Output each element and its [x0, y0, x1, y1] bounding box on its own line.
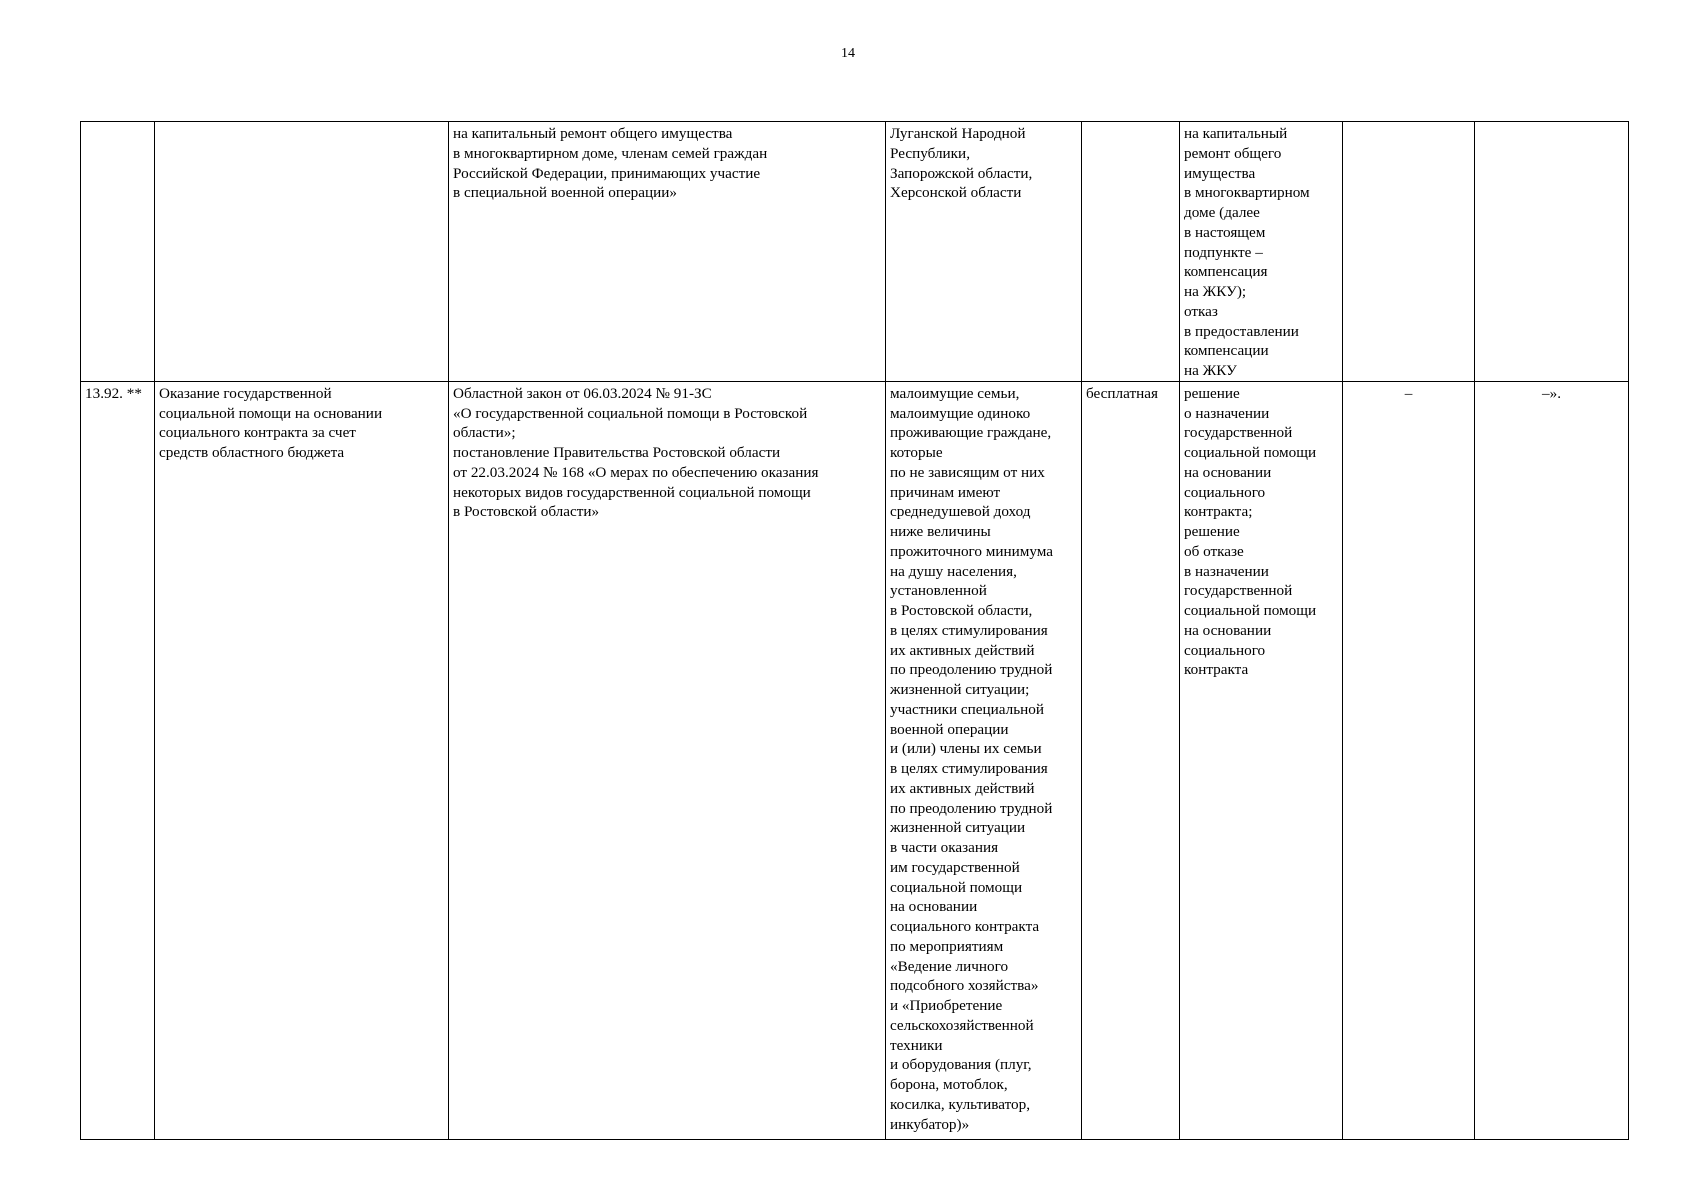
- service-name-cell: Оказание государственной социальной помощи на основании социального контракта за счет средств областного бюджета: [155, 381, 449, 1139]
- payment-cell: [1082, 122, 1180, 382]
- service-name-cell: [155, 122, 449, 382]
- result-cell: на капитальный ремонт общего имущества в многоквартирном доме (далее в настоящем подпункте – компенсация на ЖКУ); отказ в предоставлении компенсации на ЖКУ: [1180, 122, 1343, 382]
- column-8-cell: [1475, 122, 1629, 382]
- table-row: [81, 122, 1629, 382]
- row-number-cell: 13.92. **: [81, 381, 155, 1139]
- result-cell: решение о назначении государственной социальной помощи на основании социального контракта; решение об отказе в назначении государственной социальной помощи на основании социального контракта: [1180, 381, 1343, 1139]
- payment-cell: бесплатная: [1082, 381, 1180, 1139]
- recipients-cell: Луганской Народной Республики, Запорожской области, Херсонской области: [886, 122, 1082, 382]
- legal-basis-cell: Областной закон от 06.03.2024 № 91-ЗС «О государственной социальной помощи в Ростовской области»; постановление Правительства Ростовской области от 22.03.2024 № 168 «О мерах по обеспечению оказания некоторых видов государственной социальной помощи в Ростовской области»: [449, 381, 886, 1139]
- recipients-cell: малоимущие семьи, малоимущие одиноко проживающие граждане, которые по не зависящим от них причинам имеют среднедушевой доход ниже величины прожиточного минимума на душу населения, установленной в Ростовской области, в целях стимулирования их активных действий по преодолению трудной жизненной ситуации; участники специальной военной операции и (или) члены их семьи в целях стимулирования их активных действий по преодолению трудной жизненной ситуации в части оказания им государственной социальной помощи на основании социального контракта по мероприятиям «Ведение личного подсобного хозяйства» и «Приобретение сельскохозяйственной техники и оборудования (плуг, борона, мотоблок, косилка, культиватор, инкубатор)»: [886, 381, 1082, 1139]
- column-8-cell: –».: [1475, 381, 1629, 1139]
- legal-basis-cell: на капитальный ремонт общего имущества в многоквартирном доме, членам семей граждан Российской Федерации, принимающих участие в специальной военной операции»: [449, 122, 886, 382]
- column-7-cell: [1343, 122, 1475, 382]
- page-number: 14: [841, 46, 855, 61]
- row-number-cell: [81, 122, 155, 382]
- services-table: [80, 121, 1629, 1140]
- table-row: [81, 381, 1629, 1139]
- column-7-cell: –: [1343, 381, 1475, 1139]
